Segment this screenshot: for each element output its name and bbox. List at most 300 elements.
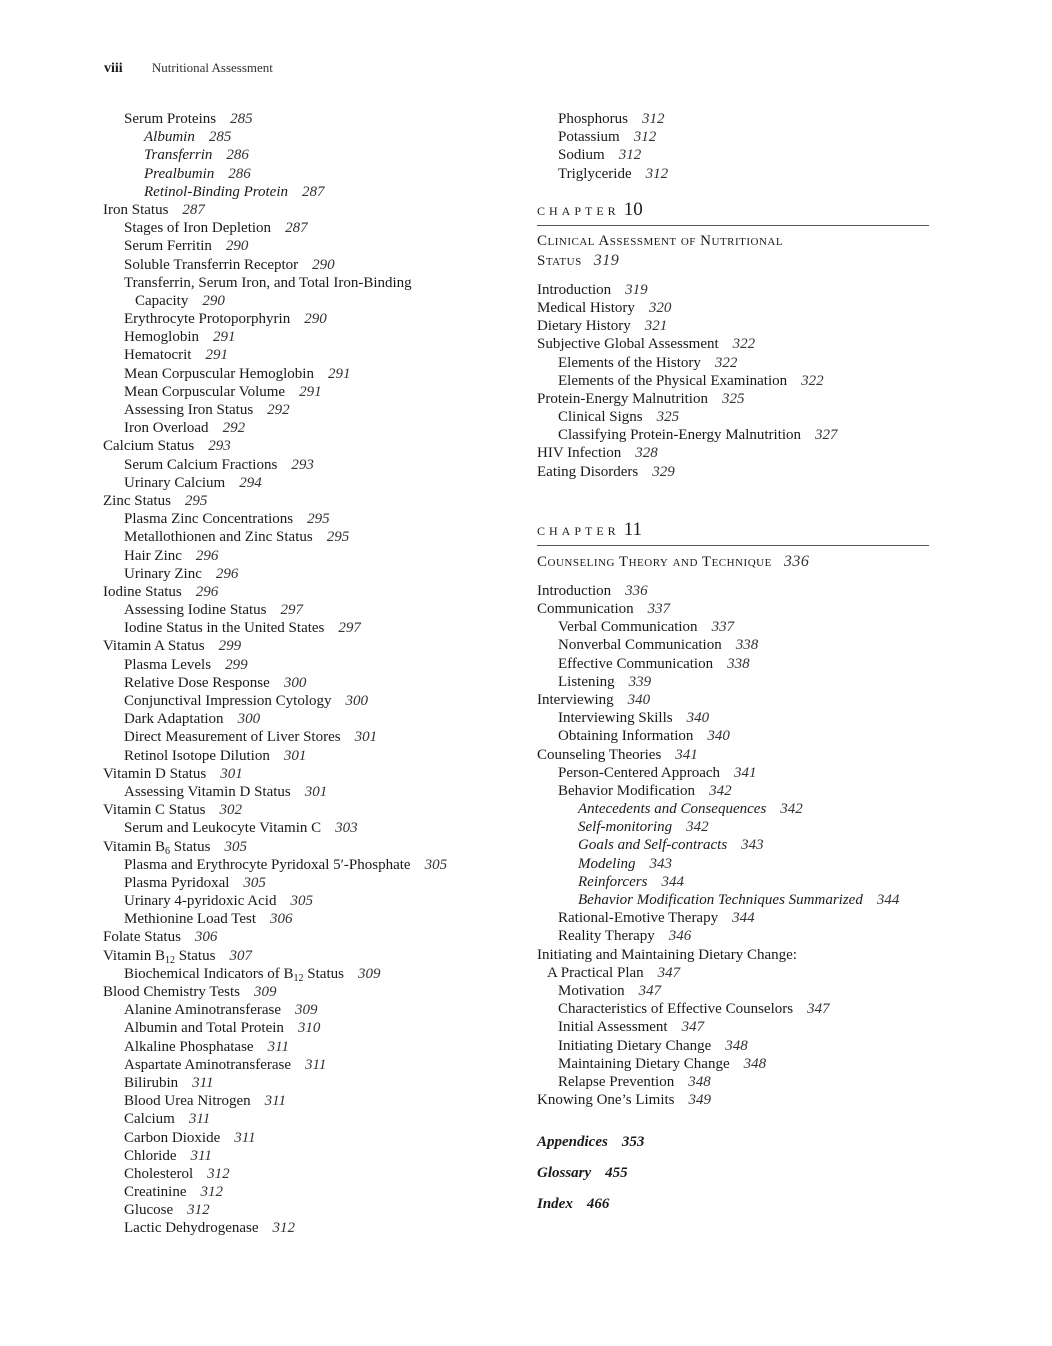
toc-entry-page: 295	[326, 529, 350, 546]
toc-entry-title: Relative Dose Response	[124, 674, 270, 691]
toc-entry	[537, 463, 937, 481]
toc-entry-page: 301	[304, 783, 328, 800]
toc-entry	[103, 637, 503, 655]
toc-entry-title: Antecedents and Consequences	[578, 801, 767, 818]
toc-right-column	[537, 110, 937, 1220]
toc-entry-title: Triglyceride	[558, 165, 632, 182]
toc-entry-title: Iron Status	[103, 201, 169, 218]
toc-entry-title: Urinary Calcium	[124, 474, 226, 491]
toc-entry-title: Transferrin, Serum Iron, and Total Iron-Binding	[124, 274, 412, 291]
toc-entry-page: 311	[234, 1129, 256, 1146]
toc-entry-title: Serum and Leukocyte Vitamin C	[124, 820, 322, 837]
chapter-title-line: Counseling Theory and Technique	[537, 553, 772, 570]
page-number: viii	[104, 61, 123, 76]
toc-entry-title: Initial Assessment	[558, 1019, 668, 1036]
toc-entry-title: Calcium Status	[103, 438, 195, 455]
toc-entry-page: 339	[628, 673, 652, 690]
back-matter-page: 455	[605, 1165, 628, 1182]
toc-entry-title: Assessing Iodine Status	[124, 602, 267, 619]
back-matter-page: 466	[586, 1196, 610, 1213]
toc-entry-page: 312	[618, 147, 642, 164]
toc-entry	[537, 673, 937, 691]
toc-entry-page: 327	[815, 427, 838, 444]
toc-entry	[103, 365, 503, 383]
back-matter-entry	[537, 1127, 937, 1158]
toc-entry	[103, 783, 503, 801]
toc-entry-title: Counseling Theories	[537, 746, 662, 763]
toc-entry-page: 311	[264, 1093, 287, 1110]
toc-entry	[103, 838, 503, 856]
toc-entry	[537, 317, 937, 335]
toc-entry	[103, 1038, 503, 1056]
toc-entry-page: 296	[195, 583, 219, 600]
toc-entry-title: Introduction	[537, 281, 612, 298]
toc-entry	[103, 1110, 503, 1128]
toc-entry-page: 296	[215, 565, 239, 582]
toc-entry	[537, 909, 937, 927]
toc-entry-title: Sodium	[558, 147, 605, 164]
toc-entry-title: Subjective Global Assessment	[537, 336, 719, 353]
toc-entry-page: 321	[644, 318, 668, 335]
toc-entry	[537, 655, 937, 673]
toc-entry-title: Plasma Zinc Concentrations	[124, 511, 294, 528]
toc-entry	[103, 128, 503, 146]
toc-entry-page: 291	[327, 365, 351, 382]
toc-entry-title: Reinforcers	[578, 873, 648, 890]
toc-entry	[103, 619, 503, 637]
toc-entry-title: Plasma Pyridoxal	[124, 874, 230, 891]
toc-entry	[103, 947, 503, 965]
toc-entry	[103, 346, 503, 364]
toc-entry	[537, 444, 937, 462]
toc-entry-page: 290	[304, 311, 327, 328]
toc-entry-page: 300	[345, 693, 368, 709]
toc-entry-title: Characteristics of Effective Counselors	[558, 1001, 794, 1018]
toc-entry-title: Urinary 4-pyridoxic Acid	[124, 893, 277, 910]
toc-entry	[537, 110, 937, 128]
toc-entry-title: Iodine Status in the United States	[124, 620, 325, 637]
toc-entry-title: Hematocrit	[124, 347, 192, 364]
toc-entry-page: 311	[190, 1147, 212, 1164]
toc-entry-page: 312	[272, 1220, 296, 1237]
toc-entry-page: 299	[218, 638, 242, 655]
toc-entry	[537, 891, 937, 909]
chapter-10-block	[537, 197, 937, 481]
toc-entry-title: Vitamin D Status	[103, 765, 207, 782]
toc-entry-page: 329	[652, 463, 675, 480]
toc-entry	[537, 582, 937, 600]
back-matter	[537, 1127, 937, 1220]
toc-entry-page: 293	[291, 456, 314, 473]
toc-entry	[537, 927, 937, 945]
toc-entry-title: Listening	[558, 673, 615, 690]
toc-entry-title: Elements of the History	[558, 354, 701, 371]
toc-entry	[103, 310, 503, 328]
toc-entry	[537, 946, 937, 964]
toc-entry-title: Self-monitoring	[578, 819, 673, 836]
chapter-number: 10	[623, 198, 643, 220]
toc-entry-title: Potassium	[558, 129, 620, 146]
toc-entry-page: 287	[285, 220, 308, 237]
toc-entry	[537, 818, 937, 836]
toc-entry-page: 286	[228, 165, 251, 182]
toc-entry-page: 296	[195, 547, 219, 564]
toc-entry-title-suffix: Status	[303, 965, 344, 982]
toc-entry-page: 320	[648, 299, 672, 316]
toc-entry	[103, 910, 503, 928]
toc-entry-title: Reality Therapy	[558, 928, 655, 945]
toc-entry-title: Stages of Iron Depletion	[124, 220, 272, 237]
toc-entry-page: 347	[681, 1019, 705, 1036]
toc-entry-page: 297	[280, 602, 303, 619]
toc-entry	[537, 128, 937, 146]
toc-entry	[537, 335, 937, 353]
chapter-label: CHAPTER	[537, 523, 620, 538]
toc-entry-title: Methionine Load Test	[124, 911, 256, 928]
toc-entry	[537, 982, 937, 1000]
chapter-rule	[537, 225, 929, 226]
toc-entry-page: 309	[254, 984, 277, 1000]
toc-entry	[537, 691, 937, 709]
toc-entry	[103, 1129, 503, 1147]
toc-entry-page: 342	[686, 819, 709, 836]
toc-entry-page: 285	[230, 111, 253, 127]
toc-entry-page: 291	[205, 347, 228, 364]
toc-entry-title: Behavior Modification	[558, 782, 696, 799]
toc-entry	[103, 728, 503, 746]
toc-entry-title: Knowing One’s Limits	[537, 1092, 675, 1109]
toc-entry-page: 325	[721, 390, 745, 407]
toc-entry-title: Urinary Zinc	[124, 565, 202, 582]
toc-entry-page: 285	[208, 129, 232, 146]
toc-entry	[103, 492, 503, 510]
toc-entry-page: 348	[688, 1073, 711, 1090]
toc-entry-title: Biochemical Indicators of B	[124, 965, 294, 982]
toc-entry-title: Protein-Energy Malnutrition	[537, 390, 708, 407]
toc-entry-title: Introduction	[537, 582, 612, 599]
toc-entry-page: 340	[686, 710, 710, 727]
toc-entry-title: Medical History	[537, 299, 635, 316]
toc-entry-title: Hemoglobin	[124, 329, 199, 346]
toc-entry-page: 340	[627, 691, 651, 708]
toc-entry-page: 312	[200, 1184, 223, 1201]
toc-entry-page: 303	[335, 820, 358, 837]
toc-entry-title: Maintaining Dietary Change	[558, 1055, 730, 1072]
toc-entry	[103, 110, 503, 128]
toc-entry	[103, 874, 503, 892]
toc-entry-title: Plasma Levels	[124, 656, 212, 673]
toc-entry	[103, 256, 503, 274]
toc-entry	[537, 1000, 937, 1018]
toc-entry	[537, 727, 937, 745]
toc-entry-page: 290	[202, 292, 225, 309]
toc-entry	[537, 855, 937, 873]
toc-entry-title: Mean Corpuscular Volume	[124, 383, 286, 400]
toc-entry	[537, 873, 937, 891]
toc-entry-title: Mean Corpuscular Hemoglobin	[124, 365, 314, 382]
toc-entry	[103, 928, 503, 946]
toc-entry-page: 344	[732, 910, 755, 927]
toc-entry-page: 301	[354, 729, 378, 746]
toc-entry	[537, 746, 937, 764]
toc-entry-title: Creatinine	[124, 1184, 187, 1201]
toc-entry-page: 342	[780, 801, 803, 818]
toc-entry	[537, 1037, 937, 1055]
toc-entry-title-suffix: Status	[170, 838, 211, 855]
back-matter-title: Index	[537, 1196, 573, 1213]
toc-entry-title: Bilirubin	[124, 1074, 179, 1091]
toc-entry	[103, 1092, 503, 1110]
toc-entry-page: 287	[302, 183, 325, 200]
toc-entry-page: 343	[649, 855, 672, 872]
toc-entry-page: 325	[656, 409, 680, 426]
toc-entry-title: Prealbumin	[144, 165, 215, 182]
toc-entry-title: Communication	[537, 601, 634, 617]
toc-entry	[103, 1165, 503, 1183]
toc-entry-title: Albumin	[144, 129, 195, 146]
toc-entry-page: 347	[807, 1001, 830, 1018]
toc-entry	[103, 983, 503, 1001]
back-matter-entry	[537, 1189, 937, 1220]
toc-entry	[103, 547, 503, 565]
toc-entry-page: 340	[707, 728, 730, 745]
toc-entry-page: 346	[668, 928, 692, 945]
back-matter-page: 353	[621, 1134, 645, 1151]
toc-entry-page: 287	[182, 201, 205, 218]
toc-entry	[103, 165, 503, 183]
toc-entry-page: 293	[208, 438, 231, 455]
toc-entry-page: 306	[194, 929, 218, 946]
toc-entry-page: 305	[243, 874, 266, 891]
toc-entry	[537, 1018, 937, 1036]
toc-entry-title: Aspartate Aminotransferase	[124, 1056, 292, 1073]
toc-entry-title: Folate Status	[103, 929, 181, 946]
toc-entry-page: 338	[735, 637, 759, 654]
toc-entry	[103, 383, 503, 401]
toc-entry-title: Initiating Dietary Change	[558, 1037, 712, 1054]
toc-entry	[103, 965, 503, 983]
chapter-11-block	[537, 517, 937, 1109]
chapter-title-line: Status	[537, 252, 582, 269]
toc-entry	[103, 710, 503, 728]
toc-entry-page: 310	[297, 1020, 321, 1037]
toc-entry	[103, 692, 503, 710]
toc-entry-page: 286	[226, 147, 249, 164]
toc-entry-page: 322	[714, 354, 738, 371]
toc-entry-title: Transferrin	[144, 147, 213, 164]
toc-entry-page: 311	[188, 1111, 211, 1128]
toc-entry	[103, 1074, 503, 1092]
toc-entry-subscript: 6	[165, 845, 171, 857]
toc-entry-page: 342	[709, 782, 732, 799]
toc-entry-title: Relapse Prevention	[558, 1073, 675, 1090]
toc-entry-title: Serum Calcium Fractions	[124, 456, 278, 473]
toc-entry	[103, 183, 503, 201]
chapter-number: 11	[623, 518, 642, 540]
toc-entry-title: Effective Communication	[558, 655, 714, 672]
toc-entry	[103, 765, 503, 783]
toc-entry-page: 338	[727, 655, 750, 672]
toc-entry	[537, 299, 937, 317]
toc-entry	[103, 747, 503, 765]
toc-entry	[103, 1201, 503, 1219]
toc-entry	[103, 1183, 503, 1201]
toc-entry	[103, 1019, 503, 1037]
toc-entry	[103, 1147, 503, 1165]
toc-entry-title: Dark Adaptation	[124, 711, 224, 728]
toc-entry-title: Carbon Dioxide	[124, 1129, 221, 1146]
toc-entry-page: 291	[299, 383, 322, 400]
toc-entry-page: 322	[732, 336, 756, 353]
toc-entry-title: Modeling	[578, 855, 636, 872]
toc-entry-page: 347	[638, 982, 662, 999]
chapter-heading	[537, 517, 937, 543]
toc-entry-subscript: 12	[293, 972, 304, 984]
toc-entry-page: 319	[625, 281, 648, 298]
toc-entry-title: Vitamin C Status	[103, 802, 206, 819]
toc-entry	[537, 281, 937, 299]
toc-entry	[103, 292, 503, 310]
toc-entry-page: 290	[225, 238, 249, 255]
toc-entry-page: 302	[219, 802, 242, 819]
running-title: Nutritional Assessment	[151, 60, 273, 75]
toc-entry-page: 301	[283, 747, 307, 764]
toc-entry-page: 312	[207, 1165, 230, 1182]
toc-entry	[103, 328, 503, 346]
toc-entry-title: Alanine Aminotransferase	[124, 1002, 282, 1019]
toc-entry-title: Conjunctival Impression Cytology	[124, 693, 332, 709]
toc-entry	[537, 782, 937, 800]
toc-entry-page: 336	[625, 582, 648, 599]
toc-entry-page: 300	[283, 674, 307, 691]
toc-entry	[537, 408, 937, 426]
toc-entry-title: Rational-Emotive Therapy	[558, 910, 719, 927]
toc-entry-page: 305	[290, 893, 313, 910]
toc-entry-title: Lactic Dehydrogenase	[124, 1220, 259, 1237]
toc-entry-title: Serum Proteins	[124, 111, 217, 127]
toc-entry	[537, 1073, 937, 1091]
toc-entry-page: 312	[633, 129, 657, 146]
toc-entry-title: Goals and Self-contracts	[578, 837, 728, 854]
toc-entry	[103, 565, 503, 583]
toc-entry-title: Albumin and Total Protein	[124, 1020, 284, 1037]
toc-entry	[103, 456, 503, 474]
toc-entry-title: Soluble Transferrin Receptor	[124, 256, 299, 273]
toc-entry-page: 344	[876, 892, 900, 908]
toc-entry-page: 295	[184, 492, 208, 509]
toc-entry-page: 305	[424, 856, 448, 873]
toc-entry-page: 309	[295, 1002, 318, 1019]
toc-entry	[103, 237, 503, 255]
toc-entry-title: Person-Centered Approach	[558, 764, 721, 781]
running-header	[104, 60, 273, 77]
toc-entry-page: 311	[305, 1056, 327, 1073]
toc-entry-page: 341	[734, 764, 757, 781]
toc-entry	[103, 437, 503, 455]
toc-entry	[103, 656, 503, 674]
toc-entry-title: Retinol Isotope Dilution	[124, 747, 270, 764]
toc-entry-title: Assessing Iron Status	[124, 402, 254, 418]
toc-entry	[537, 618, 937, 636]
toc-entry	[537, 1091, 937, 1109]
toc-entry-title: Vitamin A Status	[103, 638, 205, 655]
toc-entry-title: Retinol-Binding Protein	[144, 183, 289, 200]
toc-entry	[103, 528, 503, 546]
toc-entry-page: 341	[675, 746, 698, 763]
toc-entry	[537, 390, 937, 408]
toc-entry-title: Nonverbal Communication	[558, 637, 722, 654]
toc-entry-title: Eating Disorders	[537, 463, 639, 480]
toc-entry-title: Vitamin B	[103, 947, 166, 964]
toc-entry-subscript: 12	[165, 954, 176, 966]
toc-entry	[103, 601, 503, 619]
toc-entry-title: Chloride	[124, 1147, 177, 1164]
toc-entry-title: Classifying Protein-Energy Malnutrition	[558, 427, 802, 444]
toc-entry-page: 337	[711, 619, 735, 636]
toc-entry	[537, 146, 937, 164]
chapter-label: CHAPTER	[537, 203, 620, 218]
toc-entry	[103, 819, 503, 837]
toc-entry-page: 349	[688, 1092, 711, 1109]
toc-entry-page: 291	[213, 329, 236, 346]
toc-entry	[103, 1219, 503, 1237]
toc-entry-title: Verbal Communication	[558, 619, 698, 636]
toc-entry-title: Glucose	[124, 1202, 174, 1219]
toc-entry-page: 292	[267, 402, 290, 418]
toc-entry-title: Plasma and Erythrocyte Pyridoxal 5′-Phosphate	[124, 856, 411, 873]
toc-entry-title: Erythrocyte Protoporphyrin	[124, 311, 291, 328]
chapter-title	[537, 552, 937, 572]
toc-entry-title: Metallothionen and Zinc Status	[124, 529, 313, 546]
chapter-title	[537, 232, 937, 271]
toc-entry	[103, 892, 503, 910]
back-matter-title: Appendices	[537, 1134, 608, 1151]
toc-entry-title: Direct Measurement of Liver Stores	[124, 729, 341, 746]
toc-entry	[103, 219, 503, 237]
toc-entry-title: Alkaline Phosphatase	[124, 1038, 254, 1055]
toc-entry-page: 337	[647, 601, 671, 617]
toc-entry	[537, 1055, 937, 1073]
toc-entry	[537, 372, 937, 390]
toc-entry	[103, 510, 503, 528]
toc-entry-page: 312	[187, 1202, 210, 1219]
toc-entry-page: 309	[357, 965, 381, 982]
toc-entry-page: 322	[801, 372, 824, 389]
toc-entry-title: Phosphorus	[558, 111, 629, 127]
toc-entry-title: Behavior Modification Techniques Summarized	[578, 892, 863, 908]
toc-entry-title: Elements of the Physical Examination	[558, 372, 788, 389]
toc-entry-title: Initiating and Maintaining Dietary Change:	[537, 946, 797, 963]
toc-entry-page: 290	[312, 256, 335, 273]
toc-entry-title: Vitamin B	[103, 838, 166, 855]
toc-entry-title: Calcium	[124, 1111, 175, 1128]
toc-entry-page: 306	[269, 911, 293, 928]
back-matter-entry	[537, 1158, 937, 1189]
chapter-page: 336	[783, 552, 810, 570]
toc-entry-page: 344	[661, 873, 684, 890]
toc-entry-page: 312	[645, 165, 669, 182]
toc-entry-page: 328	[635, 445, 658, 462]
toc-entry-page: 311	[267, 1038, 289, 1055]
toc-entry-title: Dietary History	[537, 318, 631, 335]
chapter-rule	[537, 545, 929, 546]
toc-entry-title: Serum Ferritin	[124, 238, 212, 255]
toc-entry-title: Cholesterol	[124, 1165, 194, 1182]
toc-entry-title: Iodine Status	[103, 583, 182, 600]
toc-entry-title: Motivation	[558, 982, 625, 999]
toc-entry-page: 311	[192, 1074, 214, 1091]
toc-entry-title: Interviewing Skills	[558, 710, 673, 727]
